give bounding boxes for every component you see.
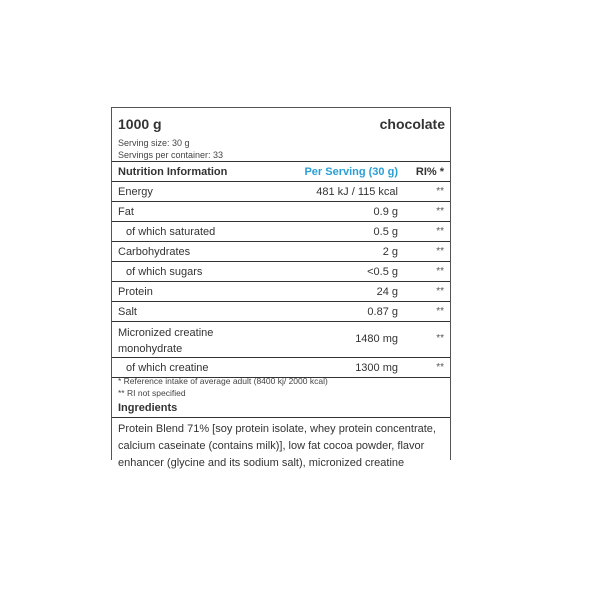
row-name: Salt [118,306,137,318]
header-ri: RI% * [415,166,444,178]
row-name: Fat [118,206,134,218]
ingredients-text: Protein Blend 71% [soy protein isolate, whey protein concentrate, calcium caseinate (contains milk)], low fat cocoa powder, flavor enhancer (glycine and its sodium salt), micronized creatine [112,417,450,472]
row-value: 0.5 g [373,226,398,238]
product-weight: 1000 g [118,116,162,132]
row-name: Energy [118,186,153,198]
row-value: 1480 mg [355,333,398,345]
table-row-saturated [112,222,450,242]
row-name: of which sugars [126,266,203,278]
label-header [118,116,445,136]
row-value: 1300 mg [355,362,398,374]
reference-intake-note: * Reference intake of average adult (8400 kj/ 2000 kcal) [118,376,328,386]
ingredients-title: Ingredients [118,402,178,414]
servings-per-container: Servings per container: 33 [118,150,224,160]
table-row-creatine-monohydrate [112,322,450,358]
table-row-salt [112,302,450,322]
footnotes [118,375,328,399]
row-value: 24 g [376,286,398,298]
row-ri: ** [436,286,444,297]
table-row-energy [112,182,450,202]
row-ri: ** [436,333,444,344]
row-name: of which saturated [126,226,216,238]
table-row-protein [112,282,450,302]
row-ri: ** [436,246,444,257]
table-row-carbohydrates [112,242,450,262]
row-name: Protein [118,286,153,298]
nutrition-label-panel [111,107,451,469]
row-ri: ** [436,306,444,317]
header-per-serving: Per Serving (30 g) [304,166,398,178]
product-flavor: chocolate [379,116,445,132]
row-name: of which creatine [126,362,209,374]
nutrition-table-header [112,161,450,182]
header-nutrition-information: Nutrition Information [118,166,228,178]
row-value: 0.9 g [373,206,398,218]
ri-not-specified-note: ** RI not specified [118,388,186,398]
row-value: 0.87 g [367,306,398,318]
serving-size: Serving size: 30 g [118,138,190,148]
row-ri: ** [436,226,444,237]
row-name: Carbohydrates [118,246,191,258]
row-value: <0.5 g [367,266,398,278]
table-row-sugars [112,262,450,282]
row-value: 2 g [382,246,398,258]
row-ri: ** [436,206,444,217]
row-name: Micronized creatine monohydrate [118,327,214,355]
row-ri: ** [436,186,444,197]
table-row-fat [112,202,450,222]
row-ri: ** [436,362,444,373]
nutrition-table [112,161,450,378]
row-value: 481 kJ / 115 kcal [316,186,398,198]
row-ri: ** [436,266,444,277]
